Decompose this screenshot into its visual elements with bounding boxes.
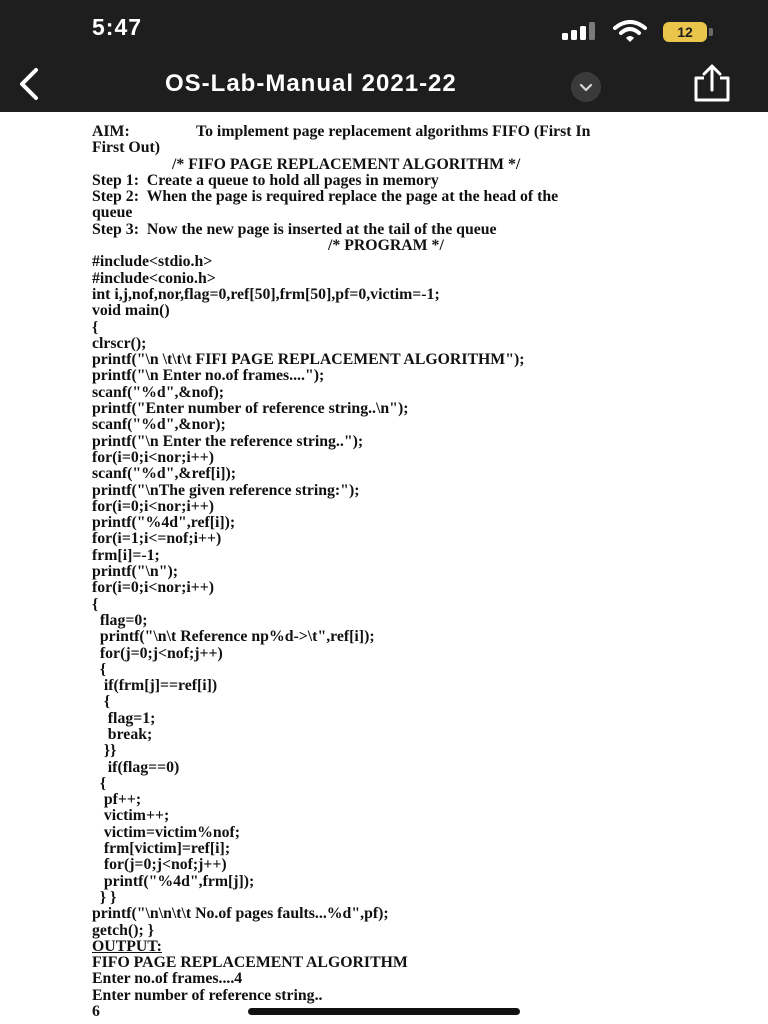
code-line: flag=0; [92, 611, 148, 629]
code-line: #include<conio.h> [92, 269, 216, 287]
code-line: pf++; [92, 791, 142, 809]
code-line: if(frm[j]==ref[i]) [92, 677, 218, 695]
battery-icon [663, 22, 713, 42]
code-line: { [92, 660, 107, 678]
output-line: Enter number of reference string.. [92, 986, 323, 1004]
code-line: scanf("%d",&nof); [92, 383, 225, 401]
code-line: } } [92, 888, 117, 906]
code-line: printf("Enter number of reference string..\n"); [92, 400, 409, 418]
code-line: }} [92, 742, 117, 760]
code-line: clrscr(); [92, 334, 147, 352]
top-bar [0, 0, 768, 112]
code-line: for(i=0;i<nor;i++) [92, 497, 214, 515]
aim-text-continued: First Out) [92, 139, 161, 157]
code-line: void main() [92, 302, 170, 320]
code-line: flag=1; [92, 709, 156, 727]
code-line: printf("\n\n\t\t No.of pages faults...%d",pf); [92, 905, 389, 923]
step-line: Step 1: Create a queue to hold all pages in memory [92, 171, 439, 189]
output-line: Enter no.of frames....4 [92, 970, 243, 988]
code-line: for(i=0;i<nor;i++) [92, 579, 214, 597]
code-line: int i,j,nof,nor,flag=0,ref[50],frm[50],pf=0,victim=-1; [92, 285, 440, 303]
step-line: queue [92, 204, 133, 222]
code-line: printf("%4d",frm[j]); [92, 872, 255, 890]
code-line: printf("\n"); [92, 563, 178, 581]
chevron-down-icon[interactable] [571, 72, 601, 102]
code-line: scanf("%d",&ref[i]); [92, 465, 237, 483]
code-line: frm[victim]=ref[i]; [92, 840, 231, 858]
output-heading: OUTPUT: [92, 937, 162, 955]
back-chevron-icon[interactable] [14, 66, 44, 102]
step-line: Step 2: When the page is required replace the page at the head of the [92, 188, 559, 206]
battery-cap [709, 28, 713, 36]
wifi-icon [613, 20, 647, 42]
code-line: printf("%4d",ref[i]); [92, 514, 236, 532]
code-line: getch(); } [92, 921, 154, 939]
algorithm-heading: /* FIFO PAGE REPLACEMENT ALGORITHM */ [172, 155, 521, 173]
battery-level: 12 [677, 24, 693, 40]
document-title[interactable]: OS-Lab-Manual 2021-22 [165, 70, 457, 97]
output-line: 6 [92, 1003, 100, 1021]
battery-body [663, 22, 707, 42]
code-line: { [92, 595, 99, 613]
code-line: printf("\n Enter no.of frames...."); [92, 367, 325, 385]
status-time: 5:47 [92, 14, 143, 40]
code-line: victim++; [92, 807, 170, 825]
code-line: for(i=0;i<nor;i++) [92, 448, 214, 466]
code-line: printf("\n\t Reference np%d->\t",ref[i]); [92, 628, 375, 646]
step-line: Step 3: Now the new page is inserted at the tail of the queue [92, 220, 497, 238]
code-line: frm[i]=-1; [92, 546, 160, 564]
share-icon[interactable] [690, 64, 734, 104]
code-line: if(flag==0) [92, 758, 180, 776]
code-line: { [92, 774, 107, 792]
code-line: #include<stdio.h> [92, 253, 213, 271]
program-heading: /* PROGRAM */ [328, 237, 444, 255]
cellular-signal-icon [562, 22, 602, 40]
document-page [92, 124, 742, 1020]
code-line: scanf("%d",&nor); [92, 416, 226, 434]
code-line: victim=victim%nof; [92, 823, 241, 841]
aim-text: To implement page replacement algorithms FIFO (First In [196, 123, 591, 140]
code-line: break; [92, 725, 153, 743]
code-line: printf("\nThe given reference string:"); [92, 481, 360, 499]
code-line: { [92, 318, 99, 336]
code-line: for(i=1;i<=nof;i++) [92, 530, 222, 548]
output-line: FIFO PAGE REPLACEMENT ALGORITHM [92, 954, 408, 972]
code-line: printf("\n Enter the reference string.."); [92, 432, 364, 450]
code-line: for(j=0;j<nof;j++) [92, 856, 227, 874]
code-line: for(j=0;j<nof;j++) [92, 644, 223, 662]
code-line: printf("\n \t\t\t FIFI PAGE REPLACEMENT ALGORITHM"); [92, 351, 525, 369]
aim-label: AIM: [92, 123, 130, 140]
code-line: { [92, 693, 111, 711]
home-indicator[interactable] [248, 1008, 520, 1015]
aim-section [92, 124, 742, 140]
